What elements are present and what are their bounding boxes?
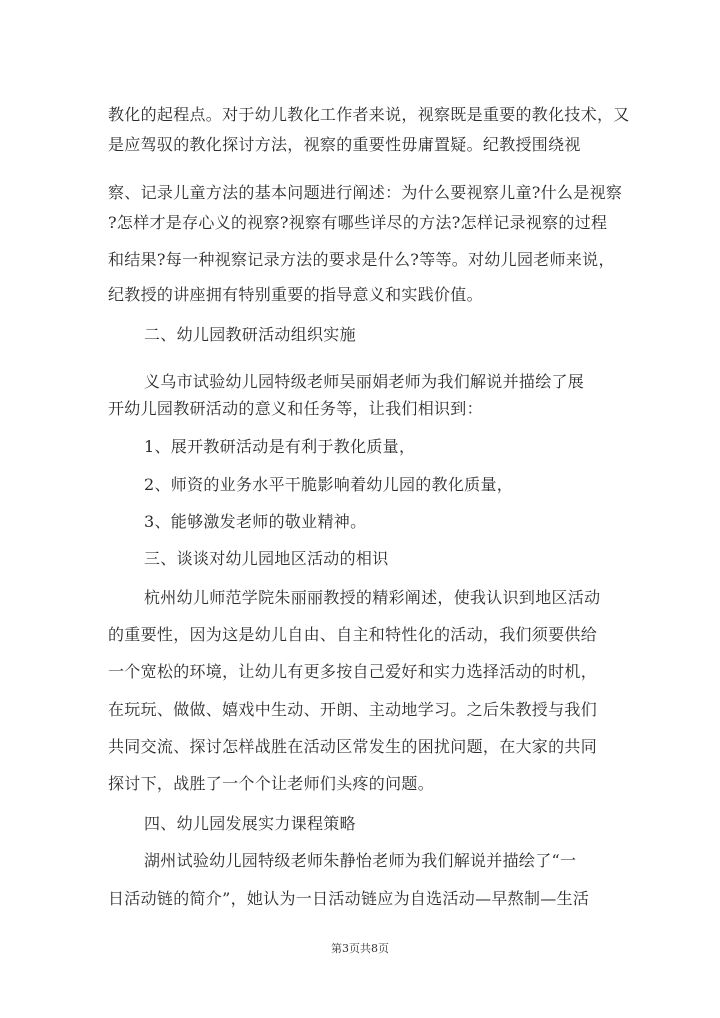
body-text-line: 和结果?每一种视察记录方法的要求是什么?等等。对幼儿园老师来说， [108,250,615,269]
list-item: 3、能够激发老师的敬业精神。 [144,512,367,531]
list-item: 2、师资的业务水平干脆影响着幼儿园的教化质量， [144,475,514,494]
page-footer [0,942,720,956]
body-text-line: 察、记录儿童方法的基本问题进行阐述：为什么要视察儿童?什么是视察 [108,183,623,202]
section-heading: 二、幼儿园教研活动组织实施 [144,325,356,344]
section-heading: 四、幼儿园发展实力课程策略 [144,814,356,833]
body-text-line: 探讨下，战胜了一个个让老师们头疼的问题。 [108,774,435,793]
body-text-line: 共同交流、探讨怎样战胜在活动区常发生的困扰问题，在大家的共同 [108,737,598,756]
body-text-line: 义乌市试验幼儿园特级老师吴丽娟老师为我们解说并描绘了展 [144,372,585,391]
body-text-line: 在玩玩、做做、嬉戏中生动、开朗、主动地学习。之后朱教授与我们 [108,700,598,719]
body-text-line: 纪教授的讲座拥有特别重要的指导意义和实践价值。 [108,285,483,304]
section-heading: 三、谈谈对幼儿园地区活动的相识 [144,549,389,568]
body-text-line: ?怎样才是存心义的视察?视察有哪些详尽的方法?怎样记录视察的过程 [108,213,608,232]
body-text-line: 的重要性，因为这是幼儿自由、自主和特性化的活动，我们须要供给 [108,625,598,644]
body-text-line: 杭州幼儿师范学院朱丽丽教授的精彩阐述，使我认识到地区活动 [144,588,601,607]
body-text-line: 开幼儿园教研活动的意义和任务等，让我们相识到： [108,399,483,418]
page-number: 第3页共8页 [331,942,389,955]
body-text-line: 一个宽松的环境，让幼儿有更多按自己爱好和实力选择活动的时机， [108,662,598,681]
body-text-line: 日活动链的简介”，她认为一日活动链应为自选活动—早熬制—生活 [108,889,590,908]
list-item: 1、展开教研活动是有利于教化质量， [144,437,416,456]
body-text-line: 是应驾驭的教化探讨方法，视察的重要性毋庸置疑。纪教授围绕视 [108,135,581,154]
body-text-line: 教化的起程点。对于幼儿教化工作者来说，视察既是重要的教化技术，又 [108,105,630,124]
body-text-line: 湖州试验幼儿园特级老师朱静怡老师为我们解说并描绘了“一 [144,851,577,870]
